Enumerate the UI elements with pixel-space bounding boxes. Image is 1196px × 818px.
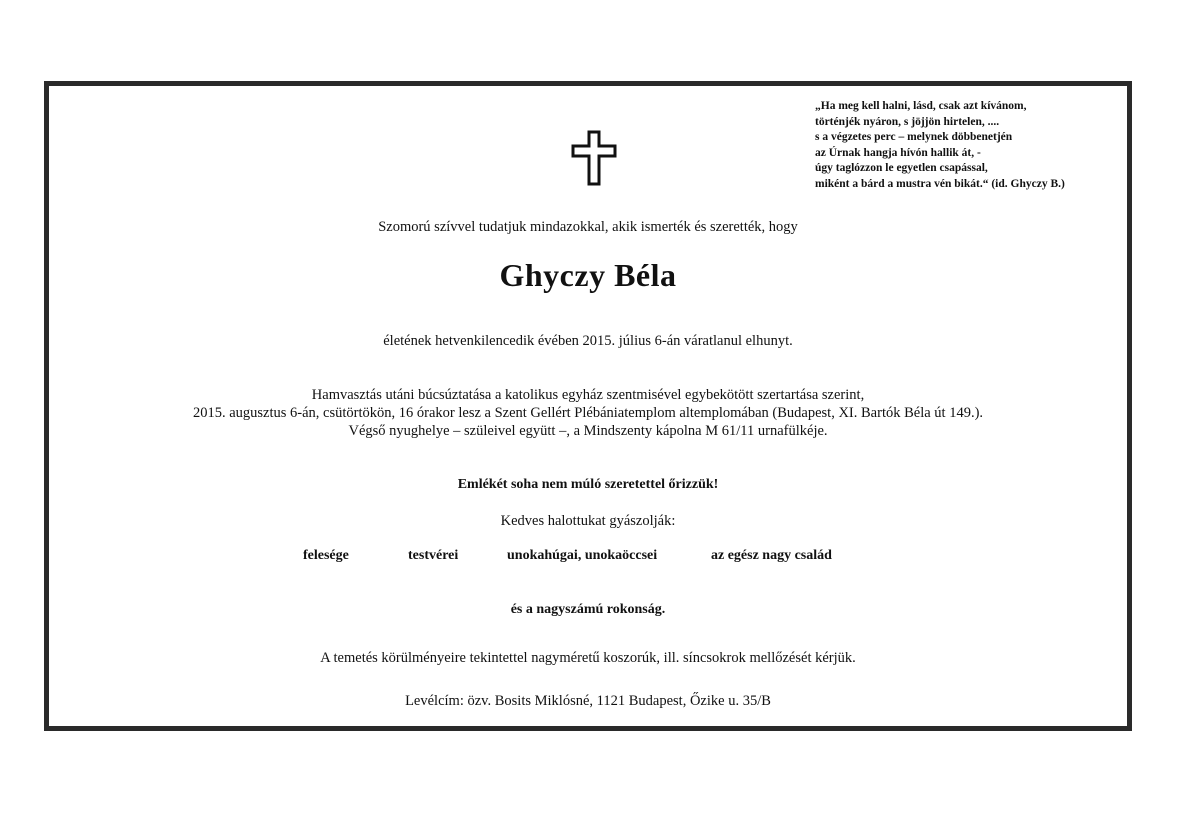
quote-line: s a végzetes perc – melynek döbbenetjén — [815, 131, 1013, 143]
quote-line: „Ha meg kell halni, lásd, csak azt kívánom, — [815, 100, 1027, 112]
mourners-intro: Kedves halottukat gyászolják: — [500, 513, 676, 529]
quote-line: miként a bárd a mustra vén bikát.“ (id. Ghyczy B.) — [815, 177, 1065, 190]
family-member: az egész nagy család — [711, 548, 832, 563]
family-member: unokahúgai, unokaöccsei — [507, 548, 658, 563]
death-notice: életének hetvenkilencedik évében 2015. július 6-án váratlanul elhunyt. — [383, 333, 793, 349]
wreath-request: A temetés körülményeire tekintettel nagyméretű koszorúk, ill. síncsokrok mellőzését kérjük. — [320, 650, 856, 666]
mailing-address: Levélcím: özv. Bosits Miklósné, 1121 Budapest, Őzike u. 35/B — [405, 693, 771, 709]
quote-line: úgy taglózzon le egyetlen csapással, — [815, 162, 988, 174]
memory-statement: Emlékét soha nem múló szeretettel őrizzük! — [457, 477, 719, 492]
family-member: felesége — [303, 548, 349, 563]
ceremony-details — [49, 386, 1127, 440]
epigraph-quote — [815, 99, 1065, 192]
ceremony-line: 2015. augusztus 6-án, csütörtökön, 16 órakor lesz a Szent Gellért Plébániatemplom altemplomában (Budapest, XI. Bartók Béla út 149.). — [192, 405, 984, 421]
deceased-name: Ghyczy Béla — [499, 257, 677, 293]
quote-line: történjék nyáron, s jöjjön hirtelen, .... — [815, 115, 1000, 128]
intro-text: Szomorú szívvel tudatjuk mindazokkal, akik ismerték és szerették, hogy — [378, 219, 798, 235]
family-member: testvérei — [408, 548, 459, 563]
quote-line: az Úrnak hangja hívón hallik át, - — [815, 146, 981, 159]
latin-cross-icon — [571, 130, 617, 186]
ceremony-line: Végső nyughelye – szüleivel együtt –, a Mindszenty kápolna M 61/11 urnafülkéje. — [348, 423, 828, 439]
ceremony-line: Hamvasztás utáni búcsúztatása a katolikus egyház szentmisével egybekötött szertartása szerint, — [311, 387, 865, 403]
relatives-text: és a nagyszámú rokonság. — [510, 602, 666, 617]
obituary-frame — [44, 81, 1132, 731]
